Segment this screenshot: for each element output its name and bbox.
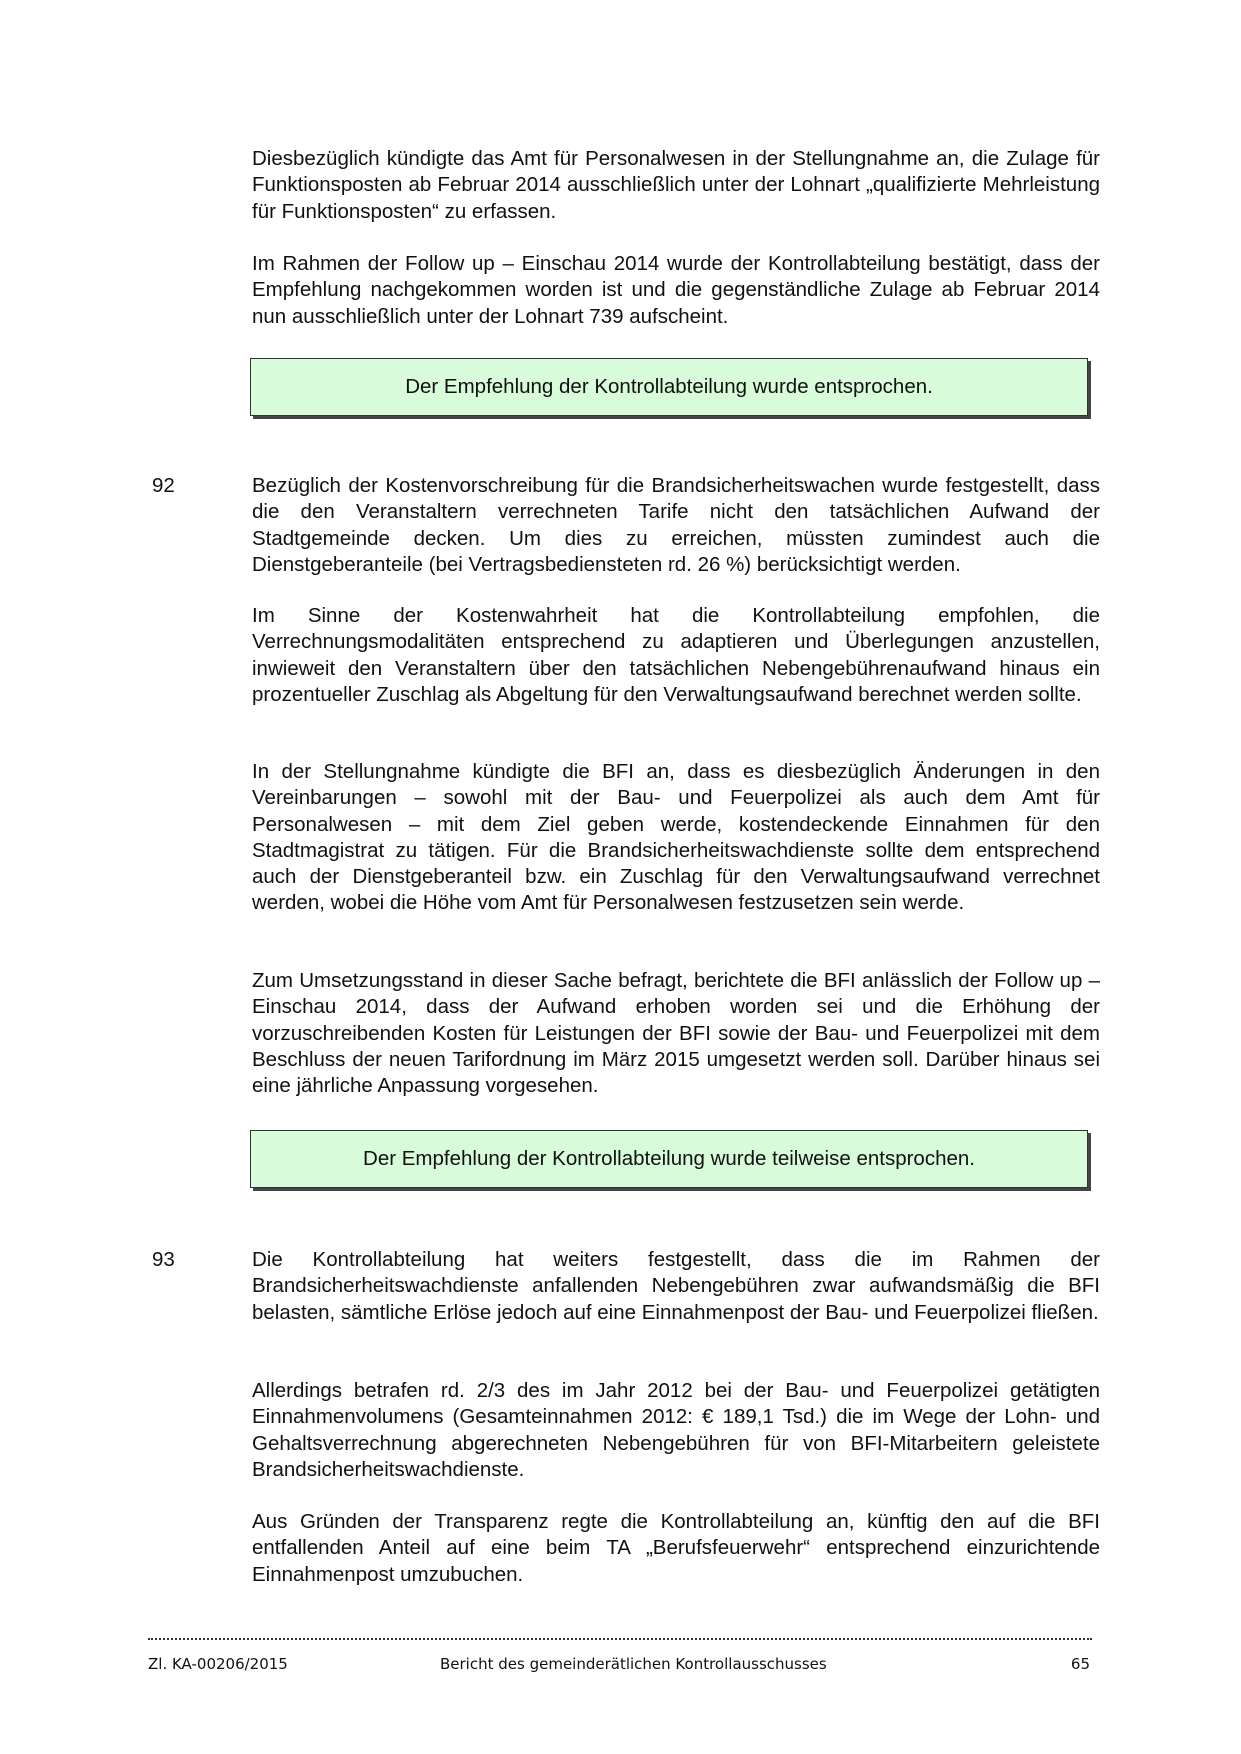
result-box-partially-fulfilled: [250, 1130, 1088, 1188]
result-box-fulfilled: [250, 358, 1088, 416]
footer-report-title: Bericht des gemeinderätlichen Kontrollausschusses: [440, 1655, 827, 1673]
paragraph-92-3: In der Stellungnahme kündigte die BFI an, dass es diesbezüglich Änderungen in den Vereinbarungen – sowohl mit der Bau- und Feuerpolizei als auch dem Amt für Personalwesen – mit dem Ziel geben werde, kostendeckende Einnahmen für den Stadtmagistrat zu tätigen. Für die Brandsicherheitswachdienste sollte dem entsprechend auch der Dienstgeberanteil bzw. ein Zuschlag für den Verwaltungsaufwand verrechnet werden, wobei die Höhe vom Amt für Personalwesen festzusetzen sein werde.: [252, 760, 1100, 915]
result-box-text: Der Empfehlung der Kontrollabteilung wurde teilweise entsprochen.: [363, 1147, 975, 1170]
footer-page-number: 65: [1070, 1655, 1090, 1673]
paragraph-92-2: Im Sinne der Kostenwahrheit hat die Kontrollabteilung empfohlen, die Verrechnungsmodalitäten entsprechend zu adaptieren und Überlegungen anzustellen, inwieweit den Veranstaltern über den tatsächlichen Nebengebührenaufwand hinaus ein prozentueller Zuschlag als Abgeltung für den Verwaltungsaufwand berechnet werden sollte.: [252, 604, 1100, 706]
paragraph-intro-2: Im Rahmen der Follow up – Einschau 2014 wurde der Kontrollabteilung bestätigt, dass der Empfehlung nachgekommen worden ist und die gegenständliche Zulage ab Februar 2014 nun ausschließlich unter der Lohnart 739 aufscheint.: [252, 252, 1100, 328]
paragraph-intro-1: Diesbezüglich kündigte das Amt für Personalwesen in der Stellungnahme an, die Zulage für Funktionsposten ab Februar 2014 ausschließlich unter der Lohnart „qualifizierte Mehrleistung für Funktionsposten“ zu erfassen.: [252, 147, 1100, 223]
section-number-92: 92: [152, 474, 175, 497]
paragraph-93-3: Aus Gründen der Transparenz regte die Kontrollabteilung an, künftig den auf die BFI entfallenden Anteil auf eine beim TA „Berufsfeuerwehr“ entsprechend einzurichtende Einnahmenpost umzubuchen.: [252, 1510, 1100, 1586]
paragraph-92-4: Zum Umsetzungsstand in dieser Sache befragt, berichtete die BFI anlässlich der Follow up – Einschau 2014, dass der Aufwand erhoben worden sei und die Erhöhung der vorzuschreibenden Kosten für Leistungen der BFI sowie der Bau- und Feuerpolizei mit dem Beschluss der neuen Tarifordnung im März 2015 umgesetzt werden soll. Darüber hinaus sei eine jährliche Anpassung vorgesehen.: [252, 969, 1100, 1098]
footer-reference: Zl. KA-00206/2015: [148, 1655, 288, 1673]
paragraph-93-2: Allerdings betrafen rd. 2/3 des im Jahr 2012 bei der Bau- und Feuerpolizei getätigten Einnahmenvolumens (Gesamteinnahmen 2012: € 189,1 Tsd.) die im Wege der Lohn- und Gehaltsverrechnung abgerechneten Nebengebühren für von BFI-Mitarbeitern geleistete Brandsicherheitswachdienste.: [252, 1379, 1100, 1481]
paragraph-93-1: Die Kontrollabteilung hat weiters festgestellt, dass die im Rahmen der Brandsicherheitswachdienste anfallenden Nebengebühren zwar aufwandsmäßig die BFI belasten, sämtliche Erlöse jedoch auf eine Einnahmenpost der Bau- und Feuerpolizei fließen.: [252, 1248, 1100, 1324]
result-box-text: Der Empfehlung der Kontrollabteilung wurde entsprochen.: [405, 375, 933, 398]
footer-divider: [148, 1636, 1092, 1642]
section-number-93: 93: [152, 1248, 175, 1271]
paragraph-92-1: Bezüglich der Kostenvorschreibung für die Brandsicherheitswachen wurde festgestellt, dass die den Veranstaltern verrechneten Tarife nicht den tatsächlichen Aufwand der Stadtgemeinde decken. Um dies zu erreichen, müssten zumindest auch die Dienstgeberanteile (bei Vertragsbediensteten rd. 26 %) berücksichtigt werden.: [252, 474, 1100, 576]
